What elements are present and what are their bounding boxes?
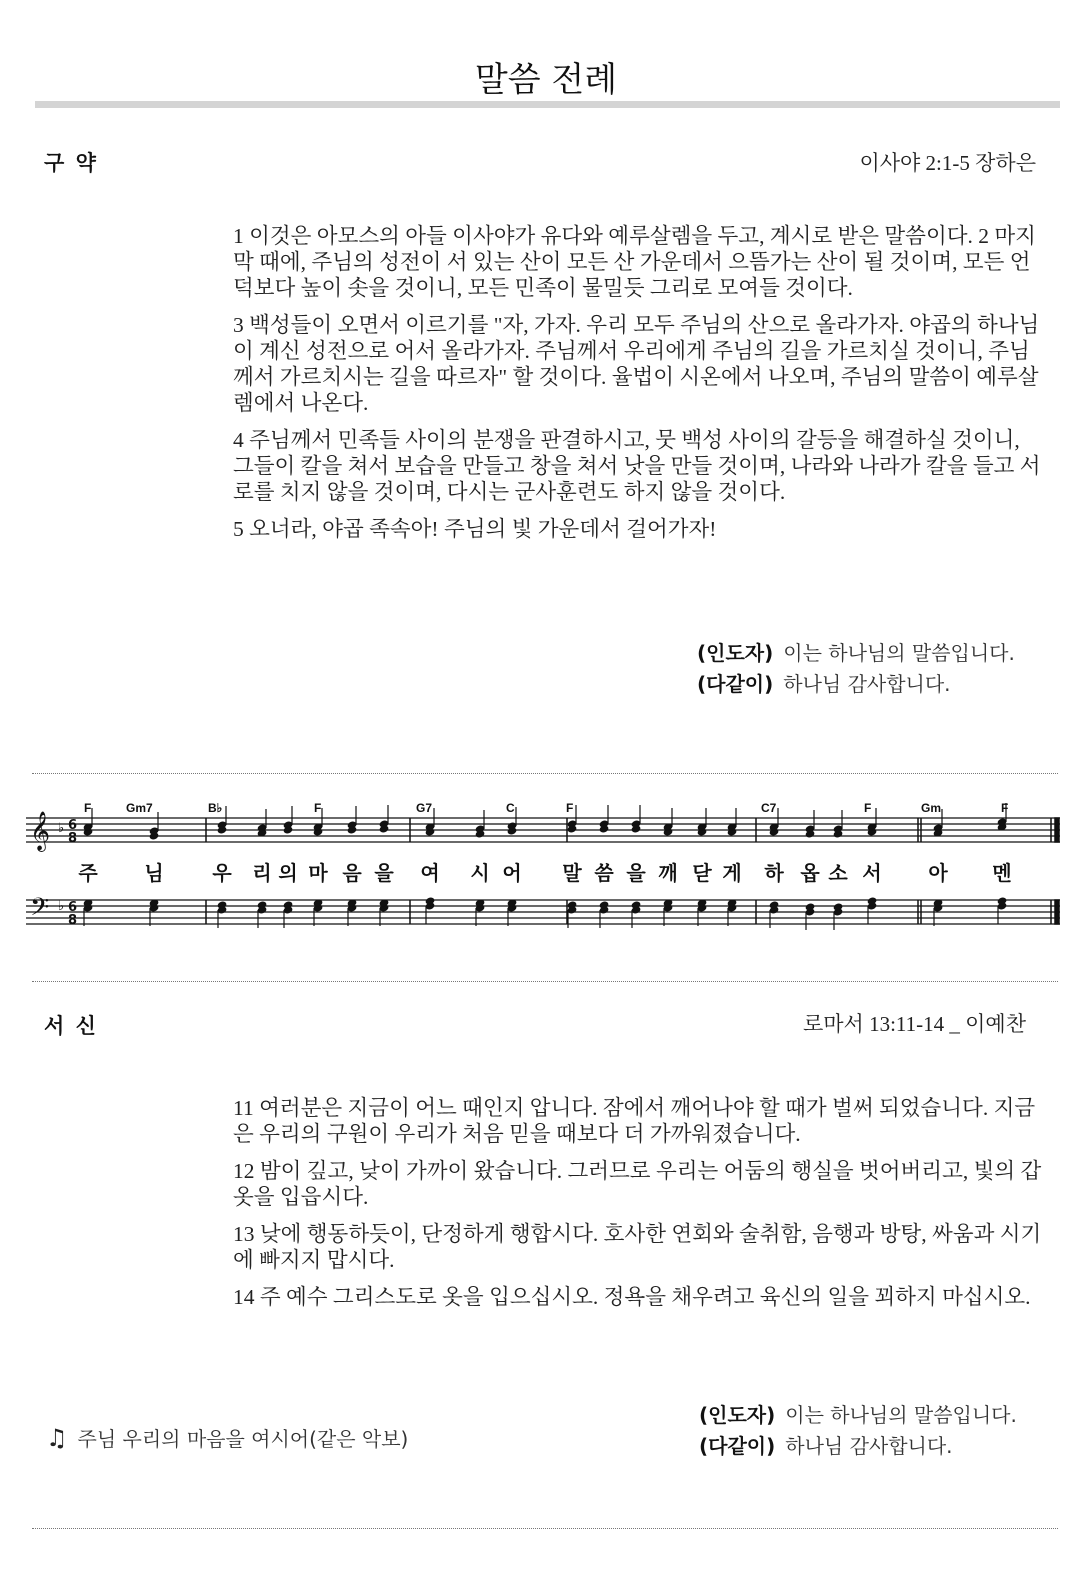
reading1-text <box>233 223 1043 553</box>
lyric-syllable: 님 <box>144 861 164 885</box>
lyric-syllable: 닫 <box>692 861 712 885</box>
section-divider <box>32 981 1058 982</box>
section-divider <box>32 773 1058 774</box>
reading1-response <box>697 638 1015 700</box>
svg-text:8: 8 <box>68 913 78 928</box>
hymn-title: 주님 우리의 마음을 여시어(같은 악보) <box>77 1427 409 1451</box>
leader-text: 이는 하나님의 말씀입니다. <box>785 1403 1017 1427</box>
lyric-syllable: 소 <box>828 861 848 885</box>
bass-clef-icon: 𝄢 <box>30 893 50 928</box>
svg-text:8: 8 <box>68 831 78 846</box>
lyric-syllable: 하 <box>764 861 784 885</box>
lyric-syllable: 서 <box>862 861 882 885</box>
lyric-syllable: 옵 <box>800 861 820 885</box>
chord-symbol: G7 <box>416 801 433 815</box>
hymn-note <box>46 1423 408 1452</box>
lyric-syllable: 씀 <box>594 861 614 885</box>
lyric-syllable: 게 <box>722 861 742 885</box>
key-flat-icon: ♭ <box>58 899 65 914</box>
lyric-syllable: 마 <box>308 861 328 885</box>
reading2-verse: 12 밤이 깊고, 낮이 가까이 왔습니다. 그러므로 우리는 어둠의 행실을 벗어버리고, 빛의 갑옷을 입읍시다. <box>233 1159 1042 1209</box>
reading2-response <box>699 1400 1017 1462</box>
lyric-syllable: 아 <box>928 861 948 885</box>
lyric-syllable: 주 <box>78 861 98 885</box>
key-flat-icon: ♭ <box>58 821 65 836</box>
chord-symbol: F <box>1001 801 1009 815</box>
treble-clef-icon: 𝄞 <box>30 811 51 851</box>
lyric-syllable: 여 <box>420 861 440 885</box>
chord-symbol: F <box>314 801 322 815</box>
leader-label: (인도자) <box>699 1403 776 1427</box>
chord-symbol: Gm <box>921 801 942 815</box>
chord-symbol: C7 <box>761 801 777 815</box>
lyric-syllable: 의 <box>278 861 298 885</box>
leader-label: (인도자) <box>697 641 774 665</box>
all-text: 하나님 감사합니다. <box>785 1434 953 1458</box>
reading2-verse: 11 여러분은 지금이 어느 때인지 압니다. 잠에서 깨어나야 할 때가 벌써 되었습니다. 지금은 우리의 구원이 우리가 처음 믿을 때보다 더 가까워졌습니다. <box>233 1096 1036 1146</box>
svg-text:6: 6 <box>68 900 78 915</box>
leader-text: 이는 하나님의 말씀입니다. <box>783 641 1015 665</box>
all-label: (다같이) <box>697 672 774 696</box>
music-score <box>26 796 1066 946</box>
reading1-label: 구 약 <box>44 151 98 175</box>
all-text: 하나님 감사합니다. <box>783 672 951 696</box>
chord-symbol: F <box>566 801 574 815</box>
chord-symbol: F <box>84 801 92 815</box>
reading2-verse: 13 낮에 행동하듯이, 단정하게 행합시다. 호사한 연회와 술취함, 음행과 방탕, 싸움과 시기에 빠지지 맙시다. <box>233 1222 1042 1272</box>
chord-symbol: Gm7 <box>126 801 153 815</box>
reading1-verse: 5 오너라, 야곱 족속아! 주님의 빛 가운데서 걸어가자! <box>233 517 717 541</box>
reading1-verse: 1 이것은 아모스의 아들 이사야가 유다와 예루살렘을 두고, 계시로 받은 말씀이다. 2 마지막 때에, 주님의 성전이 서 있는 산이 모든 산 가운데서 으뜸가는 산이 될 것이며, 모든 언덕보다 높이 솟을 것이니, 모든 민족이 물밀듯 그리로 모여들 것이다. <box>233 224 1036 300</box>
section-divider <box>32 1528 1058 1529</box>
chord-symbol: C <box>506 801 515 815</box>
reading2-label: 서 신 <box>44 1014 98 1038</box>
title-divider <box>35 101 1060 108</box>
lyric-syllable: 리 <box>252 861 272 885</box>
page-title: 말씀 전례 <box>474 60 618 100</box>
music-note-icon: ♫ <box>46 1424 68 1452</box>
lyric-syllable: 말 <box>562 861 582 885</box>
lyric-syllable: 멘 <box>992 861 1012 885</box>
lyric-syllable: 음 <box>342 861 362 885</box>
lyric-syllable: 우 <box>212 861 232 885</box>
reading1-reference: 이사야 2:1-5 장하은 <box>859 151 1036 175</box>
reading1-verse: 3 백성들이 오면서 이르기를 "자, 가자. 우리 모두 주님의 산으로 올라가자. 야곱의 하나님이 계신 성전으로 어서 올라가자. 주님께서 우리에게 주님의 길을 가르치실 것이니, 주님께서 가르치시는 길을 따르자" 할 것이다. 율법이 시온에서 나오며, 주님의 말씀이 예루살렘에서 나온다. <box>233 313 1040 415</box>
chord-symbol: F <box>864 801 872 815</box>
lyric-syllable: 깨 <box>658 861 678 885</box>
lyric-syllable: 을 <box>374 861 394 885</box>
lyric-syllable: 시 <box>470 861 490 885</box>
all-label: (다같이) <box>699 1434 776 1458</box>
score-svg <box>26 796 1066 946</box>
reading2-text <box>233 1095 1043 1321</box>
lyric-syllable: 을 <box>626 861 646 885</box>
chord-symbol: B♭ <box>208 801 223 815</box>
lyric-syllable: 어 <box>502 861 522 885</box>
reading1-verse: 4 주님께서 민족들 사이의 분쟁을 판결하시고, 뭇 백성 사이의 갈등을 해결하실 것이니, 그들이 칼을 쳐서 보습을 만들고 창을 쳐서 낫을 만들 것이며, 나라와 나라가 칼을 들고 서로를 치지 않을 것이며, 다시는 군사훈련도 하지 않을 것이다. <box>233 428 1041 504</box>
svg-text:6: 6 <box>68 818 78 833</box>
reading2-verse: 14 주 예수 그리스도로 옷을 입으십시오. 정욕을 채우려고 육신의 일을 꾀하지 마십시오. <box>233 1285 1031 1309</box>
reading2-reference: 로마서 13:11-14 _ 이예찬 <box>802 1012 1026 1036</box>
